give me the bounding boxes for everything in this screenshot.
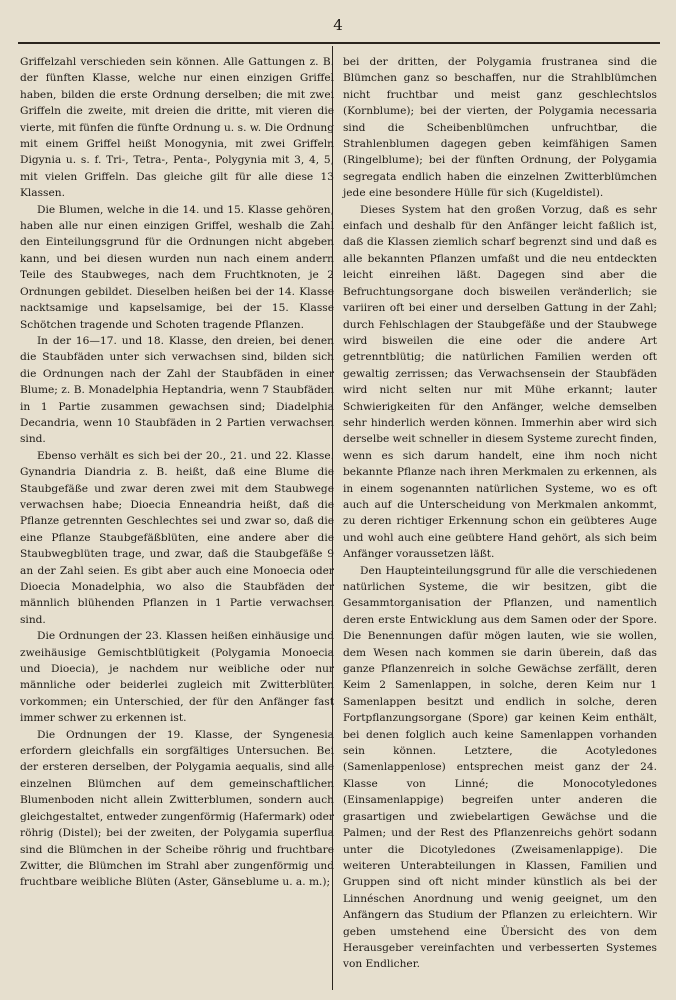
paragraph: Die Blumen, welche in die 14. und 15. Klasse gehören, haben alle nur einen einzigen Griffel, weshalb die Zahl den Einteilungsgrund für die Ordnungen nicht abgeben kann, und bei diesen wurden nun nach einem andern Teile des Staubweges, nach dem Fruchtknoten, je 2 Ordnungen gebildet. Dieselben heißen bei der 14. Klasse nacktsamige und kapselsamige, bei der 15. Klasse Schötchen tragende und Schoten tragende Pflanzen. — [20, 203, 334, 331]
paragraph: Ebenso verhält es sich bei der 20., 21. und 22. Klasse. Gynandria Diandria z. B. heißt, daß eine Blume die Staubgefäße und zwar deren zwei mit dem Staubwege verwachsen habe; Dioecia Enneandria heißt, daß die Pflanze getrennten Geschlechtes sei und zwar so, daß die eine Pflanze Staubgefäßblüten, eine andere aber die Staubwegblüten trage, und zwar, daß die Staubgefäße 9 an der Zahl seien. Es gibt aber auch eine Monoecia oder Dioecia Monadelphia, wo also die Staubfäden der männlich blühenden Pflanzen in 1 Partie verwachsen sind. — [20, 449, 334, 626]
paragraph: Dieses System hat den großen Vorzug, daß es sehr einfach und deshalb für den Anfänger leicht faßlich ist, daß die Klassen ziemlich scharf begrenzt sind und daß es alle bekannten Pflanzen umfaßt und die neu entdeckten leicht einreihen läßt. Dagegen sind aber die Befruchtungsorgane doch bisweilen veränderlich; sie variiren oft bei einer und derselben Gattung in der Zahl; durch Fehlschlagen der Staubgefäße und der Staubwege wird bisweilen die eine oder die andere Art getrenntblütig; die natürlichen Familien werden oft gewaltig zerrissen; das Verwachsensein der Staubfäden wird nicht selten nur mit Mühe erkannt; lauter Schwierigkeiten für den Anfänger, welche demselben sehr hinderlich werden können. Immerhin aber wird sich derselbe weit schneller in diesem Systeme zurecht finden, wenn es sich darum handelt, eine ihm noch nicht bekannte Pflanze nach ihren Merkmalen zu erkennen, als in einem sogenannten natürlichen Systeme, wo es oft auch auf die Unterscheidung von Merkmalen ankommt, zu deren richtiger Erkennung schon ein geübteres Auge und wohl auch eine geübtere Hand gehört, als sich beim Anfänger voraussetzen läßt. — [343, 203, 658, 561]
paragraph: Die Ordnungen der 23. Klassen heißen einhäusige und zweihäusige Gemischtblütigkeit (Polygamia Monoecia und Dioecia), je nachdem nur weibliche oder nur männliche oder beiderlei zugleich mit Zwitterblüten vorkommen; ein Unterschied, der für den Anfänger fast immer schwer zu erkennen ist. — [20, 630, 334, 725]
header-rule — [18, 42, 660, 44]
page-number: 4 — [333, 16, 343, 34]
paragraph: Die Ordnungen der 19. Klasse, der Syngenesia erfordern gleichfalls ein sorgfältiges Untersuchen. Bei der ersteren derselben, der Polygamia aequalis, sind alle einzelnen Blümchen auf dem gemeinschaftlichen Blumenboden nicht allein Zwitterblumen, sondern auch gleichgestaltet, entweder zungenförmig (Hafermark) oder röhrig (Distel); bei der zweiten, der Polygamia superflua sind die Blümchen in der Scheibe röhrig und fruchtbare Zwitter, die Blümchen im Strahl aber zungenförmig und fruchtbare weibliche Blüten (Aster, Gänseblume u. a. m.); — [20, 728, 334, 889]
paragraph: bei der dritten, der Polygamia frustranea sind die Blümchen ganz so beschaffen, nur die Strahlblümchen nicht fruchtbar und meist ganz geschlechtslos (Kornblume); bei der vierten, der Polygamia necessaria sind die Scheibenblümchen unfruchtbar, die Strahlenblumen dagegen geben keimfähigen Samen (Ringelblume); bei der fünften Ordnung, der Polygamia segregata endlich haben die einzelnen Zwitterblümchen jede eine besondere Hülle für sich (Kugeldistel). — [343, 56, 657, 200]
paragraph: In der 16—17. und 18. Klasse, den dreien, bei denen die Staubfäden unter sich verwachsen sind, bilden sich die Ordnungen nach der Zahl der Staubfäden in einer Blume; z. B. Monadelphia Heptandria, wenn 7 Staubfäden in 1 Partie zusammen gewachsen sind; Diadelphia Decandria, wenn 10 Staubfäden in 2 Partien verwachsen sind. — [20, 334, 334, 446]
right-column — [343, 54, 657, 973]
paragraph: Den Haupteinteilungsgrund für alle die verschiedenen natürlichen Systeme, die wir besitzen, gibt die Gesammtorganisation der Pflanzen, und namentlich deren erste Entwicklung aus dem Samen oder der Spore. Die Benennungen dafür mögen lauten, wie sie wollen, dem Wesen nach kommen sie darin überein, daß das ganze Pflanzenreich in solche Gewächse zerfällt, deren Keim 2 Samenlappen, in solche, deren Keim nur 1 Samenlappen besitzt und endlich in solche, deren Fortpflanzungsorgane (Spore) gar keinen Keim enthält, bei denen folglich auch keine Samenlappen vorhanden sein können. Letztere, die Acotyledones (Samenlappenlose) entsprechen meist ganz der 24. Klasse von Linné; die Monocotyledones (Einsamenlappige) begreifen unter anderen die grasartigen und zwiebelartigen Gewächse und die Palmen; und der Rest des Pflanzenreichs gehört sodann unter die Dicotyledones (Zweisamenlappige). Die weiteren Unterabteilungen in Klassen, Familien und Gruppen sind oft nicht minder künstlich als bei der Linnéschen Anordnung und wenig geeignet, um den Anfängern das Studium der Pflanzen zu erleichtern. Wir geben umstehend eine Übersicht des von dem Herausgeber vereinfachten und verbesserten Systemes von Endlicher. — [343, 564, 657, 971]
paragraph: Griffelzahl verschieden sein können. Alle Gattungen z. B. der fünften Klasse, welche nur einen einzigen Griffel haben, bilden die erste Ordnung derselben; die mit zwei Griffeln die zweite, mit dreien die dritte, mit vieren die vierte, mit fünfen die fünfte Ordnung u. s. w. Die Ordnung mit einem Griffel heißt Monogynia, mit zwei Griffeln Digynia u. s. f. Tri-, Tetra-, Penta-, Polygynia mit 3, 4, 5, mit vielen Griffeln. Das gleiche gilt für alle diese 13 Klassen. — [20, 56, 334, 200]
left-column — [20, 54, 334, 891]
